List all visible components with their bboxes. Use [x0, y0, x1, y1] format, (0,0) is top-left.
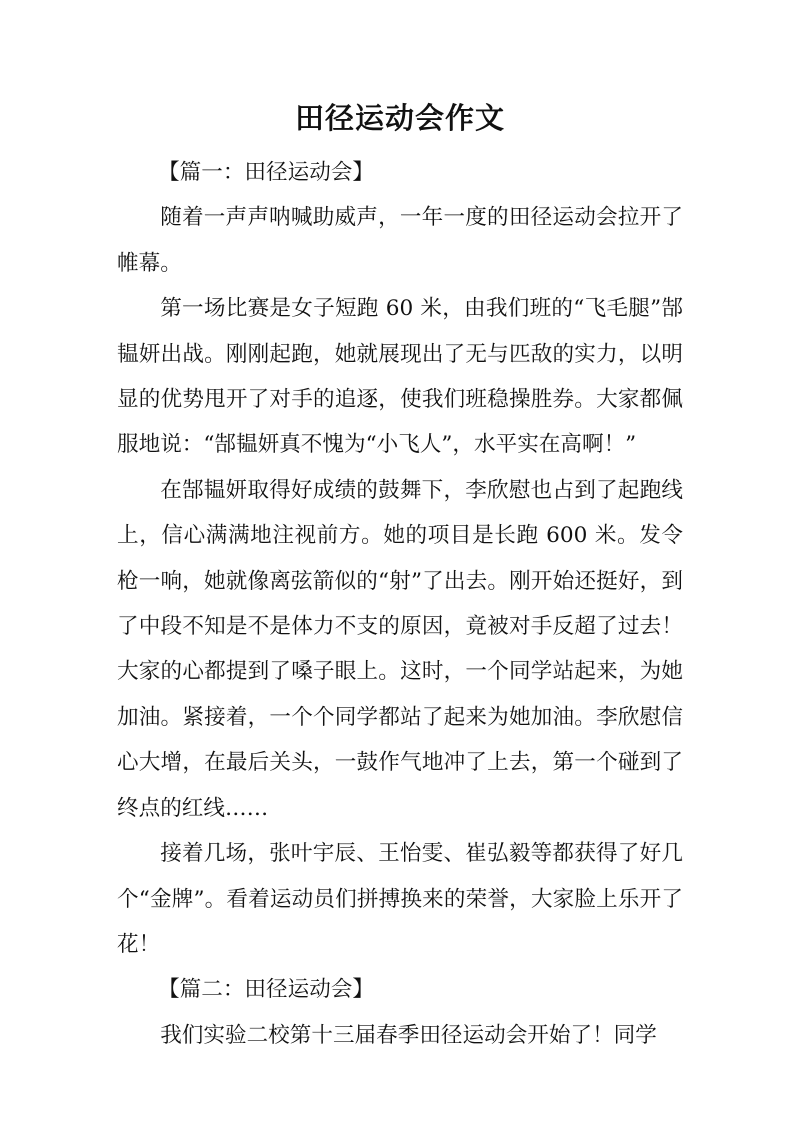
section-heading-1: 【篇一：田径运动会】	[158, 160, 374, 185]
section-heading-2: 【篇二：田径运动会】	[158, 977, 374, 1003]
paragraph: 我们实验二校第十三届春季田径运动会开始了！同学	[160, 1022, 657, 1048]
paragraph: 在郜韫妍取得好成绩的鼓舞下，李欣慰也占到了起跑线上，信心满满地注视前方。她的项目是长跑 600 米。发令枪一响，她就像离弦箭似的“射”了出去。刚开始还挺好，到了中段不知是不是体力不支的原因，竟被对手反超了过去！大家的心都提到了嗓子眼上。这时，一个同学站起来，为她加油。紧接着，一个个同学都站了起来为她加油。李欣慰信心大增，在最后关头，一鼓作气地冲了上去，第一个碰到了终点的红线……	[117, 477, 683, 821]
document-title: 田径运动会作文	[294, 101, 505, 135]
paragraph: 随着一声声呐喊助威声，一年一度的田径运动会拉开了帷幕。	[117, 205, 683, 276]
paragraph: 第一场比赛是女子短跑 60 米，由我们班的“飞毛腿”郜韫妍出战。刚刚起跑，她就展现出了无与匹敌的实力，以明显的优势甩开了对手的追逐，使我们班稳操胜券。大家都佩服地说：“郜韫妍真不愧为“小飞人”，水平实在高啊！”	[117, 296, 683, 458]
document-body	[117, 150, 683, 1058]
paragraph: 接着几场，张叶宇辰、王怡雯、崔弘毅等都获得了好几个“金牌”。看着运动员们拼搏换来的荣誉，大家脸上乐开了花！	[117, 841, 683, 957]
